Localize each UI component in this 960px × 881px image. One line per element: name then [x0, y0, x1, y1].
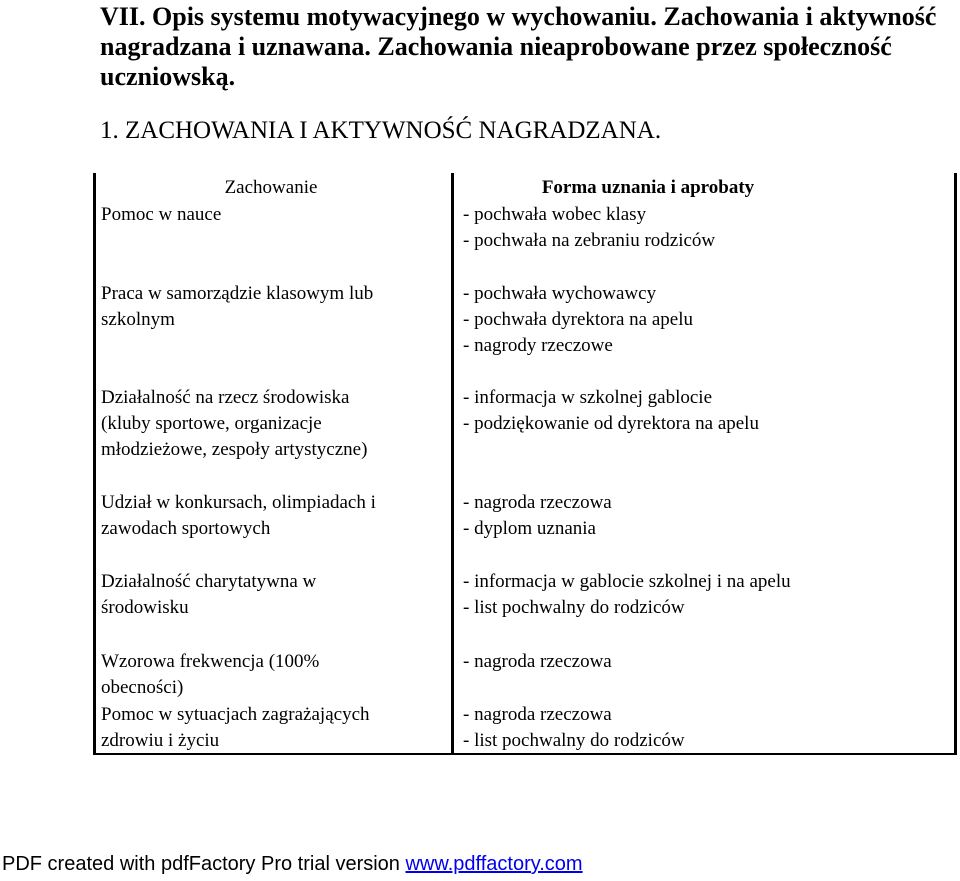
section-title-line: uczniowską.	[100, 62, 236, 91]
cell-line: - pochwała dyrektora na apelu	[463, 309, 694, 330]
section-title-line: nagradzana i uznawana. Zachowania nieaprobowane przez społeczność	[100, 32, 892, 61]
cell-line: - informacja w szkolnej gablocie	[463, 387, 713, 408]
section-title	[100, 2, 950, 92]
cell-line: - nagroda rzeczowa	[463, 651, 612, 672]
behavior-cell	[101, 702, 441, 754]
cell-line: zawodach sportowych	[101, 518, 271, 539]
cell-line: Praca w samorządzie klasowym lub	[101, 283, 374, 304]
cell-line: - nagroda rzeczowa	[463, 492, 612, 513]
cell-line: szkolnym	[101, 309, 175, 330]
cell-line: - informacja w gablocie szkolnej i na apelu	[463, 571, 791, 592]
cell-line: - pochwała wychowawcy	[463, 283, 657, 304]
cell-line: zdrowiu i życiu	[101, 730, 220, 751]
cell-line: Działalność charytatywna w	[101, 571, 317, 592]
cell-line: środowisku	[101, 597, 189, 618]
recognition-cell	[463, 281, 953, 359]
cell-line: - nagrody rzeczowe	[463, 335, 613, 356]
cell-line: - pochwała wobec klasy	[463, 204, 647, 225]
column-divider	[451, 173, 454, 755]
recognition-cell	[463, 202, 953, 254]
recognition-cell	[463, 569, 953, 621]
cell-line: - dyplom uznania	[463, 518, 596, 539]
behavior-cell	[101, 490, 441, 542]
subsection-title: 1. ZACHOWANIA I AKTYWNOŚĆ NAGRADZANA.	[100, 117, 662, 144]
section-title-line: VII. Opis systemu motywacyjnego w wychowaniu. Zachowania i aktywność	[100, 2, 937, 31]
cell-line: - list pochwalny do rodziców	[463, 597, 685, 618]
cell-line: Pomoc w nauce	[101, 204, 222, 225]
cell-line: obecności)	[101, 677, 184, 698]
behavior-cell	[101, 569, 441, 621]
pdffactory-link[interactable]: www.pdffactory.com	[405, 853, 583, 875]
recognition-cell	[463, 490, 953, 542]
cell-line: Pomoc w sytuacjach zagrażających	[101, 704, 370, 725]
behavior-cell	[101, 385, 441, 463]
cell-line: Udział w konkursach, olimpiadach i	[101, 492, 376, 513]
cell-line: młodzieżowe, zespoły artystyczne)	[101, 439, 368, 460]
cell-line: - podziękowanie od dyrektora na apelu	[463, 413, 759, 434]
pdf-footer	[2, 852, 583, 876]
cell-line: - nagroda rzeczowa	[463, 704, 612, 725]
footer-text: PDF created with pdfFactory Pro trial version	[2, 853, 406, 875]
recognition-cell	[463, 702, 953, 754]
cell-line: - pochwała na zebraniu rodziców	[463, 230, 716, 251]
recognition-cell	[463, 649, 953, 675]
behavior-cell	[101, 281, 441, 333]
column-header-behavior: Zachowanie	[224, 177, 318, 198]
cell-line: (kluby sportowe, organizacje	[101, 413, 322, 434]
recognition-cell	[463, 385, 953, 437]
cell-line: Wzorowa frekwencja (100%	[101, 651, 320, 672]
behavior-cell	[101, 202, 441, 228]
cell-line: - list pochwalny do rodziców	[463, 730, 685, 751]
column-header-recognition: Forma uznania i aprobaty	[541, 177, 755, 198]
cell-line: Działalność na rzecz środowiska	[101, 387, 350, 408]
behavior-cell	[101, 649, 441, 701]
